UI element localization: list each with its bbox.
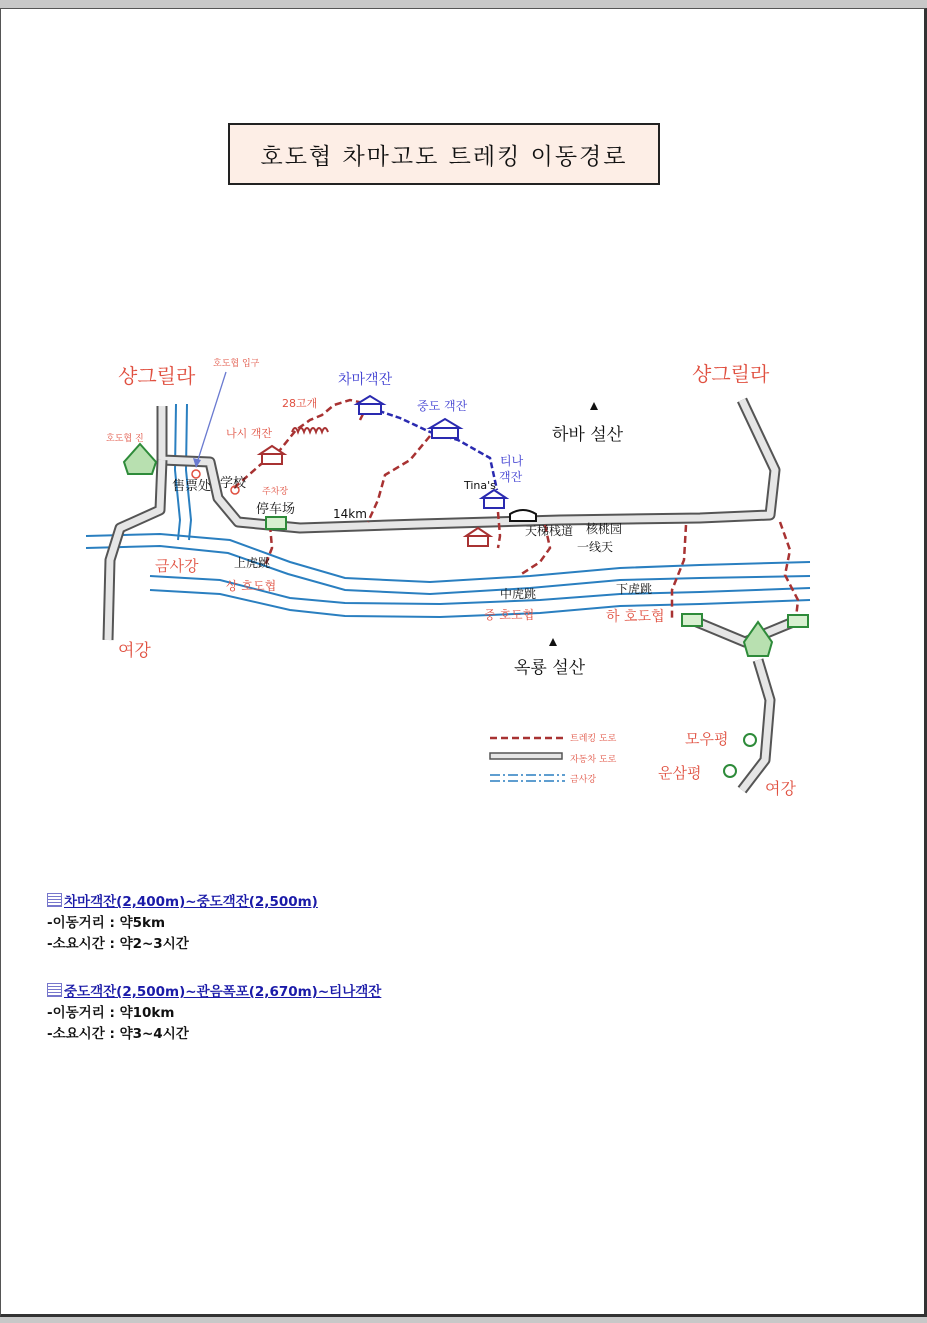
- section-heading: 차마객잔(2,400m)~중도객잔(2,500m): [47, 892, 318, 913]
- haba-peak-icon: [590, 402, 598, 410]
- legend-river-line: [490, 775, 565, 781]
- lodge-icon-chama: [357, 396, 383, 414]
- entrance-arrow: [196, 372, 226, 466]
- label-school: 学校: [220, 476, 247, 491]
- label-unsam: 운삼평: [658, 764, 702, 782]
- label-upper-gorge: 상 호도협: [226, 579, 277, 593]
- label-lijiang-right: 여강: [765, 779, 796, 798]
- section-time: -소요시간 : 약3~4시간: [47, 1026, 189, 1042]
- label-upper-tiger-cn: 上虎跳: [234, 556, 271, 570]
- label-14km: 14km: [333, 507, 367, 521]
- trekking-trail: [234, 400, 798, 618]
- label-jinsha-river: 금사강: [155, 557, 199, 575]
- label-tina-inn: 티나 객잔: [499, 454, 524, 484]
- label-shangrila-left: 샹그릴라: [118, 364, 196, 388]
- label-entrance: 호도협 입구: [213, 359, 260, 369]
- label-lower-gorge: 하 호도협: [606, 609, 665, 625]
- trail-zigzag: [292, 428, 328, 432]
- label-yixiantian: 一线天: [577, 540, 614, 554]
- label-haba: 하바 설산: [552, 425, 624, 445]
- entrance-marker: [192, 470, 200, 478]
- section-heading: 중도객잔(2,500m)~관음폭포(2,670m)~티나객잔: [47, 982, 381, 1003]
- label-pass-28: 28고개: [282, 397, 318, 410]
- section-chama-to-middle: [47, 892, 318, 955]
- legend-road-line: [490, 753, 562, 759]
- legend-river-label: 금사강: [570, 775, 597, 785]
- label-yulong: 옥룡 설산: [514, 658, 586, 678]
- lodge-icon-tina: [482, 490, 506, 508]
- label-naxi-inn: 나시 객잔: [226, 427, 273, 440]
- label-hodo-jin: 호도협 진: [106, 434, 144, 444]
- label-tianti: 天梯栈道: [525, 524, 574, 538]
- lower-gorge-marker-right: [788, 615, 808, 627]
- label-middle-tiger-cn: 中虎跳: [500, 587, 537, 601]
- label-middle-inn: 중도 객잔: [417, 399, 468, 413]
- label-mowoo: 모우평: [685, 730, 729, 748]
- section-distance: -이동거리 : 약5km: [47, 915, 166, 931]
- section-time: -소요시간 : 약2~3시간: [47, 936, 189, 952]
- bullet-square-icon: [47, 983, 62, 997]
- lodge-icon-lower: [466, 528, 490, 546]
- hodo-jin-marker: [124, 444, 156, 474]
- label-tinas: Tina's: [464, 479, 496, 492]
- label-hetaoyuan: 核桃园: [586, 522, 623, 536]
- label-lijiang-left: 여강: [118, 641, 151, 661]
- mowoo-marker: [744, 734, 756, 746]
- unsam-marker: [724, 765, 736, 777]
- lower-gorge-marker-left: [682, 614, 702, 626]
- lodge-icon-middle: [430, 419, 460, 438]
- label-shangrila-right: 샹그릴라: [692, 362, 770, 386]
- parking-marker: [266, 517, 286, 529]
- label-middle-gorge: 중 호도협: [484, 608, 535, 622]
- label-chama-inn: 차마객잔: [338, 372, 393, 388]
- page-title: 호도협 차마고도 트레킹 이동경로: [228, 123, 660, 185]
- lodge-route: [370, 408, 497, 490]
- legend-trail-label: 트레킹 도로: [570, 734, 617, 744]
- label-parking-ko: 주차장: [262, 487, 289, 497]
- section-middle-to-tina: [47, 982, 381, 1045]
- section-distance: -이동거리 : 약10km: [47, 1005, 175, 1021]
- legend-road-label: 자동차 도로: [570, 755, 617, 765]
- bridge-icon: [510, 510, 536, 521]
- yulong-peak-icon: [549, 638, 557, 646]
- label-parking-cn: 停车场: [256, 502, 296, 517]
- label-lower-tiger-cn: 下虎跳: [616, 582, 653, 596]
- bullet-square-icon: [47, 893, 62, 907]
- label-ticket: 售票处: [172, 479, 212, 494]
